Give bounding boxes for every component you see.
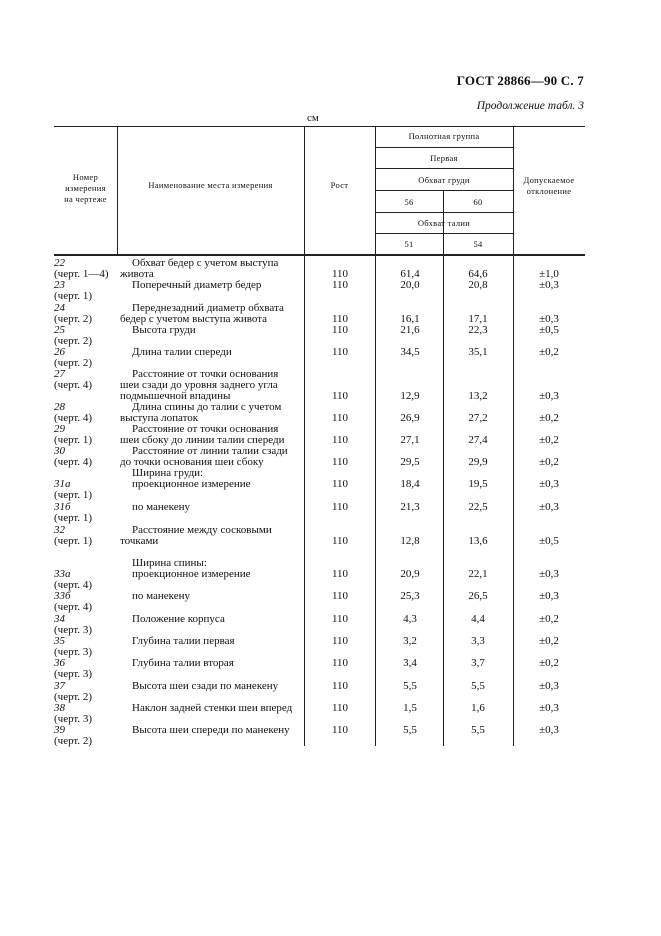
table-row-name: по манекену (132, 501, 191, 513)
cell-height: 110 (331, 279, 349, 291)
table-row-name: Высота шеи спереди по манекену (132, 724, 290, 736)
cell-height: 110 (331, 702, 349, 714)
cell-tolerance: ±0,2 (539, 613, 559, 625)
cell-value-60: 22,3 (468, 324, 488, 336)
cell-height: 110 (331, 346, 349, 358)
cell-value-60: 1,6 (471, 702, 485, 714)
table-row-name: Положение корпуса (132, 613, 225, 625)
cell-tolerance: ±0,5 (539, 324, 559, 336)
col-header-name: Наименование места измерения (148, 180, 273, 190)
cell-value-60: 17,1 (468, 313, 488, 325)
table-row-name: по манекену (132, 590, 191, 602)
unit-label: см (307, 112, 319, 124)
cell-value-56: 18,4 (400, 478, 420, 490)
group-rule (375, 147, 514, 148)
cell-value-60: 22,1 (468, 568, 488, 580)
table-group-heading: Ширина груди: (132, 467, 204, 479)
cell-value-56: 16,1 (400, 313, 420, 325)
cell-value-56: 25,3 (400, 590, 420, 602)
cell-value-56: 5,5 (403, 680, 417, 692)
cell-height: 110 (331, 680, 349, 692)
cell-height: 110 (331, 568, 349, 580)
cell-height: 110 (331, 590, 349, 602)
cell-value-56: 34,5 (400, 346, 420, 358)
table-group-heading: Ширина спины: (132, 557, 207, 569)
cell-value-60: 29,9 (468, 456, 488, 468)
table-row-name: Расстояние от точки основания шеи сбоку до линии талии спереди (120, 423, 285, 446)
cell-value-60: 3,3 (471, 635, 485, 647)
col-header-waist: Обхват талии (417, 218, 471, 228)
cell-value-60: 19,5 (468, 478, 488, 490)
cell-value-60: 26,5 (468, 590, 488, 602)
table-row-number: 33б (черт. 4) (54, 590, 93, 613)
cell-height: 110 (331, 501, 349, 513)
cell-tolerance: ±0,3 (539, 390, 559, 402)
table-row-name: Обхват бедер с учетом выступа живота (120, 257, 279, 280)
col-header-number-line1: Номер (72, 172, 99, 182)
col-header-height: Рост (330, 180, 349, 190)
cell-value-60: 35,1 (468, 346, 488, 358)
table-row-name: Высота груди (132, 324, 196, 336)
cell-tolerance: ±0,3 (539, 680, 559, 692)
cell-value-60: 3,7 (471, 657, 485, 669)
table-row-number: 25 (черт. 2) (54, 324, 93, 347)
col-header-chest-56: 56 (404, 197, 414, 207)
col-header-chest: Обхват груди (418, 175, 470, 185)
cell-tolerance: ±0,3 (539, 702, 559, 714)
cell-value-60: 5,5 (471, 724, 485, 736)
table-row-name: Поперечный диаметр бедер (132, 279, 262, 291)
cell-value-56: 4,3 (403, 613, 417, 625)
cell-tolerance: ±0,3 (539, 501, 559, 513)
cell-value-56: 27,1 (400, 434, 420, 446)
cell-value-60: 64,6 (468, 268, 488, 280)
table-row-number: 28 (черт. 4) (54, 401, 93, 424)
cell-tolerance: ±0,2 (539, 412, 559, 424)
cell-tolerance: ±0,3 (539, 590, 559, 602)
table-row-name: Переднезадний диаметр обхвата бедер с учетом выступа живота (120, 302, 284, 325)
cell-value-56: 20,9 (400, 568, 420, 580)
table-row-number: 23 (черт. 1) (54, 279, 93, 302)
cell-height: 110 (331, 635, 349, 647)
table-row-name: Расстояние между сосковыми точками (120, 524, 272, 547)
cell-tolerance: ±1,0 (539, 268, 559, 280)
cell-tolerance: ±0,2 (539, 635, 559, 647)
table-row-number: 37 (черт. 2) (54, 680, 93, 703)
col-header-waist-51: 51 (404, 239, 414, 249)
cell-value-56: 21,3 (400, 501, 420, 513)
cell-value-56: 29,5 (400, 456, 420, 468)
table-row-name: Длина спины до талии с учетом выступа лопаток (120, 401, 282, 424)
table-row-name: Глубина талии вторая (132, 657, 234, 669)
cell-height: 110 (331, 613, 349, 625)
table-row-number: 22 (черт. 1—4) (54, 257, 109, 280)
cell-height: 110 (331, 657, 349, 669)
col-header-number-line2: измерения (65, 183, 106, 193)
waist-rule (375, 233, 514, 234)
col-header-number (54, 172, 117, 205)
table-row-number: 34 (черт. 3) (54, 613, 93, 636)
table-row-number: 32 (черт. 1) (54, 524, 93, 547)
table-row-number: 29 (черт. 1) (54, 423, 93, 446)
cell-value-56: 20,0 (400, 279, 420, 291)
col-header-number-line3: на чертеже (64, 194, 107, 204)
table-row-number: 38 (черт. 3) (54, 702, 93, 725)
cell-value-60: 5,5 (471, 680, 485, 692)
table-row-name: Расстояние от точки основания шеи сзади до уровня заднего угла подмышечной впадины (120, 368, 279, 402)
table-row-number: 33а (черт. 4) (54, 568, 93, 591)
cell-tolerance: ±0,2 (539, 456, 559, 468)
table-continuation: Продолжение табл. 3 (476, 100, 584, 112)
table-top-rule (54, 126, 585, 127)
cell-value-56: 5,5 (403, 724, 417, 736)
table-row-name: Расстояние от линии талии сзади до точки основания шеи сбоку (120, 445, 288, 468)
cell-height: 110 (331, 412, 349, 424)
table-row-number: 26 (черт. 2) (54, 346, 93, 369)
cell-tolerance: ±0,2 (539, 434, 559, 446)
cell-tolerance: ±0,3 (539, 568, 559, 580)
cell-value-60: 27,2 (468, 412, 488, 424)
table-row-number: 24 (черт. 2) (54, 302, 93, 325)
cell-tolerance: ±0,5 (539, 535, 559, 547)
table-row-number: 30 (черт. 4) (54, 445, 93, 468)
cell-value-56: 3,4 (403, 657, 417, 669)
cell-height: 110 (331, 724, 349, 736)
cell-value-60: 27,4 (468, 434, 488, 446)
cell-tolerance: ±0,3 (539, 724, 559, 736)
cell-height: 110 (331, 268, 349, 280)
cell-tolerance: ±0,3 (539, 279, 559, 291)
col-header-first: Первая (430, 153, 458, 163)
header-bottom-rule (54, 254, 585, 256)
table-row-number: 35 (черт. 3) (54, 635, 93, 658)
col-header-chest-60: 60 (473, 197, 483, 207)
table-row-name: Высота шеи сзади по манекену (132, 680, 279, 692)
table-row-name: проекционное измерение (132, 568, 251, 580)
table-row-number: 36 (черт. 3) (54, 657, 93, 680)
cell-height: 110 (331, 478, 349, 490)
cell-tolerance: ±0,2 (539, 657, 559, 669)
cell-height: 110 (331, 390, 349, 402)
table-row-name: Длина талии спереди (132, 346, 232, 358)
cell-value-56: 3,2 (403, 635, 417, 647)
table-row-number: 31а (черт. 1) (54, 478, 93, 501)
cell-height: 110 (331, 434, 349, 446)
cell-value-56: 61,4 (400, 268, 420, 280)
cell-height: 110 (331, 313, 349, 325)
cell-height: 110 (331, 535, 349, 547)
table-row-number: 27 (черт. 4) (54, 368, 93, 391)
document-title: ГОСТ 28866—90 С. 7 (456, 73, 584, 88)
col-header-tolerance-line2: отклонение (526, 186, 572, 196)
table-row-name: проекционное измерение (132, 478, 251, 490)
cell-value-56: 12,9 (400, 390, 420, 402)
table-row-name: Глубина талии первая (132, 635, 235, 647)
cell-height: 110 (331, 456, 349, 468)
cell-value-56: 12,8 (400, 535, 420, 547)
cell-value-60: 20,8 (468, 279, 488, 291)
col-header-tolerance (513, 175, 585, 197)
cell-tolerance: ±0,3 (539, 313, 559, 325)
cell-value-60: 13,2 (468, 390, 488, 402)
chest-rule (375, 190, 514, 191)
cell-height: 110 (331, 324, 349, 336)
cell-value-56: 1,5 (403, 702, 417, 714)
table-row-number: 31б (черт. 1) (54, 501, 93, 524)
cell-value-60: 13,6 (468, 535, 488, 547)
table-row-number: 39 (черт. 2) (54, 724, 93, 747)
cell-value-60: 4,4 (471, 613, 485, 625)
cell-value-56: 26,9 (400, 412, 420, 424)
table-row-name: Наклон задней стенки шеи вперед (132, 702, 293, 714)
col-header-group: Полнотная группа (408, 131, 480, 141)
cell-value-56: 21,6 (400, 324, 420, 336)
cell-tolerance: ±0,2 (539, 346, 559, 358)
first-rule (375, 168, 514, 169)
cell-value-60: 22,5 (468, 501, 488, 513)
col-header-waist-54: 54 (473, 239, 483, 249)
col-header-tolerance-line1: Допускаемое (523, 175, 575, 185)
chest-sizes-rule (375, 212, 514, 213)
cell-tolerance: ±0,3 (539, 478, 559, 490)
